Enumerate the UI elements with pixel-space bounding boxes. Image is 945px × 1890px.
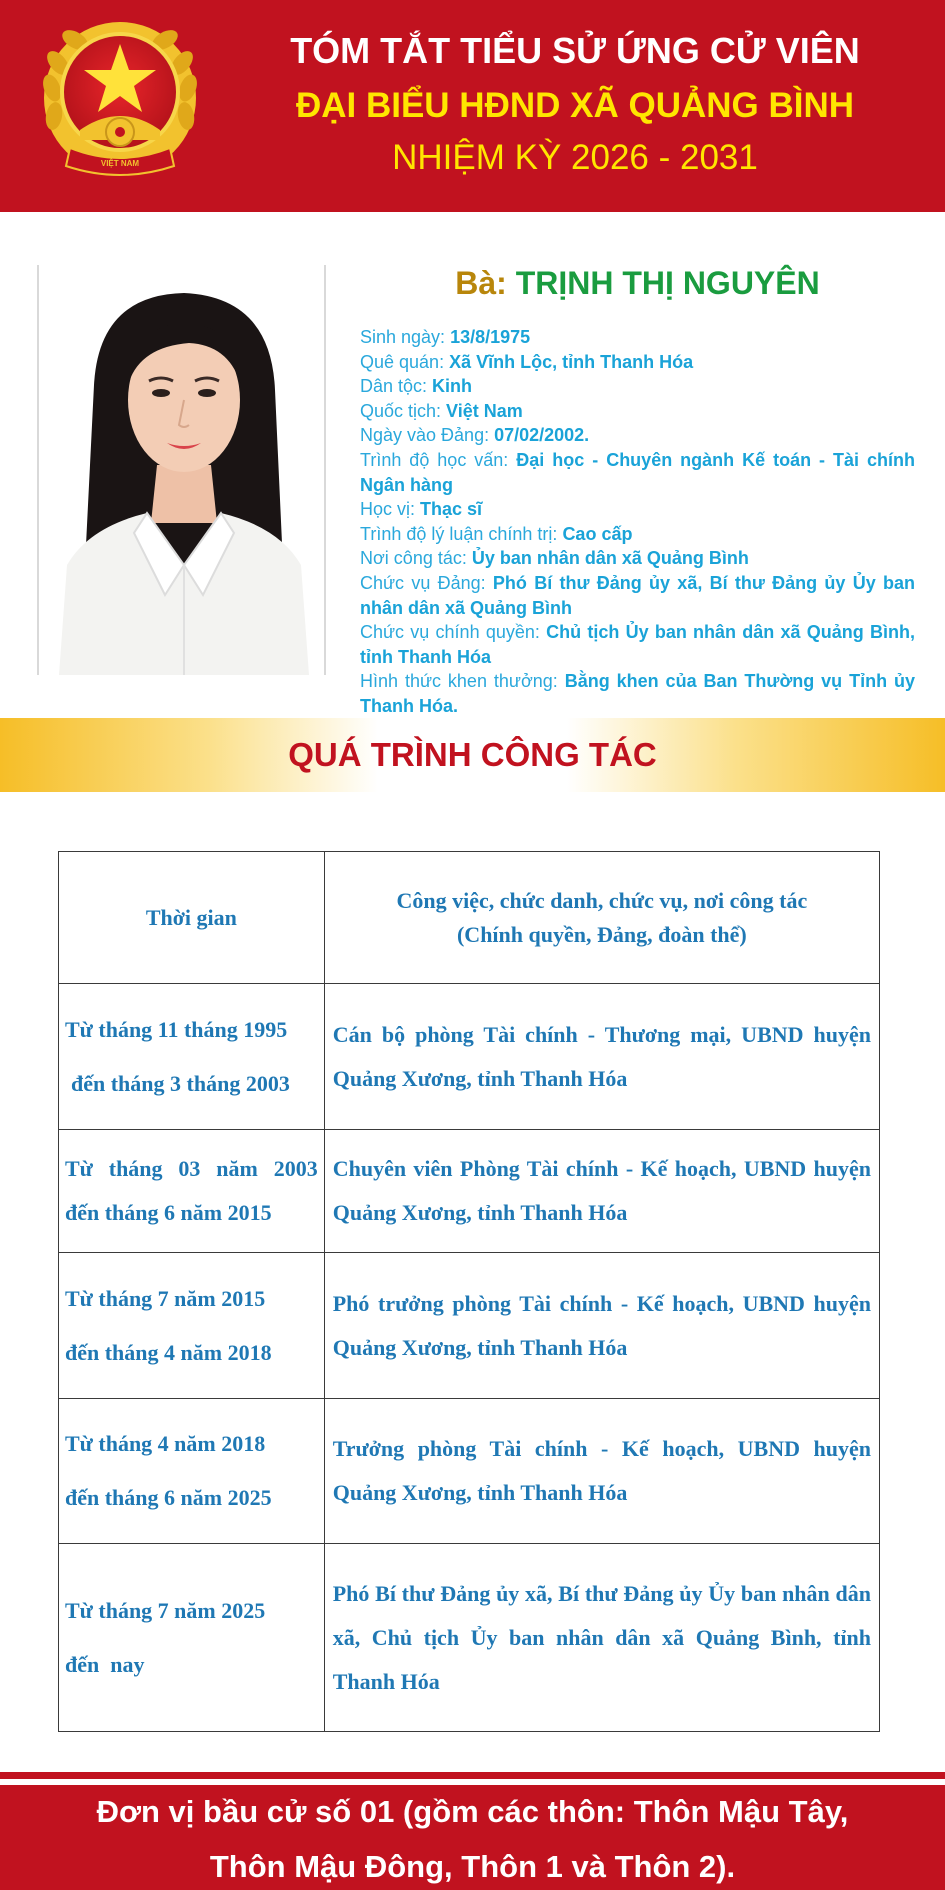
name-value: TRỊNH THỊ NGUYÊN [515,265,820,301]
time-to: đến tháng 6 năm 2025 [65,1485,272,1510]
job-cell: Phó Bí thư Đảng ủy xã, Bí thư Đảng ủy Ủy ban nhân dân xã, Chủ tịch Ủy ban nhân dân xã Quảng Bình, tỉnh Thanh Hóa [324,1544,879,1732]
info-value: Đại học - Chuyên ngành Kế toán - Tài chính Ngân hàng [360,449,915,495]
info-value: 13/8/1975 [450,327,531,347]
time-to: đến tháng 3 tháng 2003 [71,1070,290,1096]
info-row-hometown [360,350,915,375]
info-value: Kinh [432,376,473,397]
time-cell [59,1399,325,1544]
header-job-line2: (Chính quyền, Đảng, đoàn thể) [456,921,747,947]
info-value: 07/02/2002. [494,425,590,446]
table-row [59,1399,880,1544]
info-value: Thạc sĩ [420,499,483,520]
info-label: Nơi công tác: [360,548,472,569]
info-row-awards [360,669,915,718]
header-subtitle: ĐẠI BIỂU HĐND XÃ QUẢNG BÌNH [295,86,855,125]
svg-text:VIỆT NAM: VIỆT NAM [100,159,140,168]
candidate-photo [37,265,326,675]
time-from: Từ tháng 7 năm 2015 [65,1285,266,1311]
time-from: Từ tháng 7 năm 2025 [65,1597,266,1623]
work-history-table [58,851,880,1732]
time-cell [59,1130,325,1253]
candidate-info [360,325,915,719]
time-from: Từ tháng 11 tháng 1995 [65,1016,288,1042]
table-header-row [59,852,880,984]
time-to: đến tháng 4 năm 2018 [65,1339,272,1365]
job-cell: Chuyên viên Phòng Tài chính - Kế hoạch, UBND huyện Quảng Xương, tỉnh Thanh Hóa [324,1130,879,1253]
info-value: Xã Vĩnh Lộc, tỉnh Thanh Hóa [449,351,694,372]
info-row-degree [360,497,915,522]
header-term: NHIỆM KỲ 2026 - 2031 [392,138,758,177]
info-row-gov-position [360,620,915,669]
info-row-birth [360,325,915,350]
info-row-ethnicity [360,374,915,399]
job-cell: Phó trưởng phòng Tài chính - Kế hoạch, UBND huyện Quảng Xương, tỉnh Thanh Hóa [324,1253,879,1399]
job-cell: Trưởng phòng Tài chính - Kế hoạch, UBND huyện Quảng Xương, tỉnh Thanh Hóa [324,1399,879,1544]
time-to: đến tháng 6 năm 2015 [65,1200,272,1225]
info-value: Ủy ban nhân dân xã Quảng Bình [471,548,749,569]
candidate-name [360,265,915,302]
info-label: Học vị: [360,499,421,520]
section-title: QUÁ TRÌNH CÔNG TÁC [288,736,657,773]
info-row-political-theory [360,522,915,547]
national-emblem-icon [40,18,200,183]
info-row-party-position [360,571,915,620]
header-title: TÓM TẮT TIỂU SỬ ỨNG CỬ VIÊN [290,30,860,71]
info-label: Chức vụ Đảng: [360,572,493,593]
time-to: đến nay [65,1651,145,1677]
info-value: Chủ tịch Ủy ban nhân dân xã Quảng Bình, tỉnh Thanh Hóa [360,622,916,667]
job-cell: Cán bộ phòng Tài chính - Thương mại, UBND huyện Quảng Xương, tỉnh Thanh Hóa [324,984,879,1130]
info-label: Dân tộc: [360,376,433,397]
info-label: Quốc tịch: [360,400,447,421]
table-row [59,984,880,1130]
time-cell [59,984,325,1130]
info-row-workplace [360,546,915,571]
table-row [59,1130,880,1253]
header-job [324,852,879,984]
footer-line-2: Thôn Mậu Đông, Thôn 1 và Thôn 2). [209,1849,736,1884]
info-value: Việt Nam [446,400,523,421]
info-row-nationality [360,399,915,424]
footer-divider [0,1772,945,1779]
info-value: Cao cấp [562,523,633,544]
info-label: Ngày vào Đảng: [360,425,495,446]
table-row [59,1544,880,1732]
time-cell [59,1253,325,1399]
name-prefix: Bà: [455,265,507,301]
info-label: Hình thức khen thưởng: [360,671,565,692]
time-from: Từ tháng 03 năm 2003 [65,1156,318,1181]
info-label: Sinh ngày: [360,327,451,347]
info-row-education [360,448,915,497]
info-value: Bằng khen của Ban Thường vụ Tỉnh ủy Thanh Hóa. [360,671,915,716]
info-label: Quê quán: [360,351,450,372]
info-value: Phó Bí thư Đảng ủy xã, Bí thư Đảng ủy Ủy ban nhân dân xã Quảng Bình [360,572,915,618]
header-job-line1: Công việc, chức danh, chức vụ, nơi công tác [396,887,808,913]
header-time: Thời gian [59,852,325,984]
info-label: Chức vụ chính quyền: [360,622,547,643]
table-row [59,1253,880,1399]
time-cell [59,1544,325,1732]
info-label: Trình độ học vấn: [360,449,517,470]
time-from: Từ tháng 4 năm 2018 [65,1431,266,1456]
info-row-party-date [360,423,915,448]
footer-line-1: Đơn vị bầu cử số 01 (gồm các thôn: Thôn Mậu Tây, [96,1794,849,1829]
info-label: Trình độ lý luận chính trị: [360,523,563,544]
section-banner [0,718,945,792]
